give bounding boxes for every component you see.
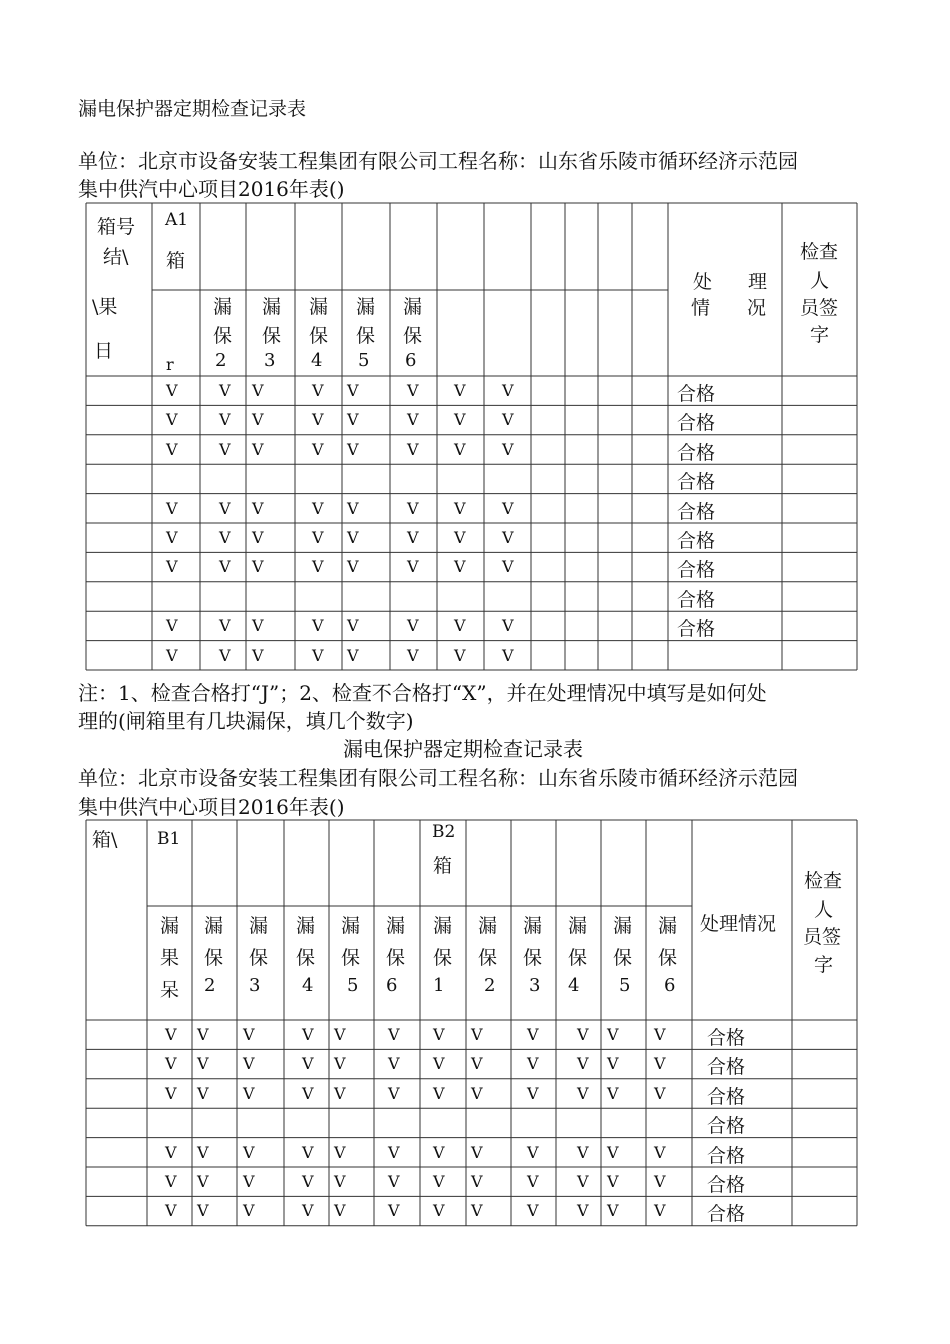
check-mark: V: [527, 1142, 539, 1162]
inspector-label: 字: [810, 324, 830, 346]
inspector-label: 员签: [800, 297, 839, 319]
check-mark: V: [334, 1025, 346, 1044]
result-text: 合格: [677, 383, 716, 405]
result-text: 合格: [677, 500, 716, 523]
check-mark: V: [312, 645, 324, 665]
check-mark: V: [347, 439, 359, 459]
check-mark: V: [166, 498, 178, 518]
check-mark: V: [347, 645, 359, 665]
col-header-char: 6: [664, 975, 676, 996]
check-mark: V: [312, 557, 324, 577]
check-mark: V: [252, 557, 264, 577]
col-header-char: 保: [523, 947, 543, 969]
check-mark: V: [654, 1025, 666, 1044]
check-mark: V: [302, 1142, 314, 1162]
check-mark: V: [166, 528, 178, 547]
check-mark: V: [454, 381, 466, 400]
result-text: 合格: [677, 618, 716, 641]
col-header-char: 保: [568, 947, 588, 969]
check-mark: V: [654, 1054, 666, 1074]
check-mark: V: [302, 1083, 314, 1103]
check-mark: V: [166, 439, 178, 459]
check-mark: V: [165, 1172, 177, 1191]
inspector-label: 检查: [800, 241, 839, 263]
check-mark: V: [502, 439, 514, 459]
r-label: r: [166, 355, 174, 374]
col-header-char: 漏: [433, 915, 453, 937]
col-header-char: 6: [386, 975, 398, 996]
check-mark: V: [219, 381, 231, 400]
check-mark: V: [347, 528, 359, 547]
check-mark: V: [219, 616, 231, 636]
check-mark: V: [607, 1025, 619, 1044]
page-title: 漏电保护器定期检查记录表: [78, 98, 307, 120]
check-mark: V: [312, 381, 324, 400]
check-mark: V: [454, 410, 466, 430]
check-mark: V: [334, 1054, 346, 1074]
col-header-char: 5: [347, 975, 359, 996]
note-line-2: 理的(闸箱里有几块漏保，填几个数字): [78, 709, 414, 733]
check-mark: V: [433, 1142, 445, 1162]
check-mark: V: [527, 1054, 539, 1074]
check-mark: V: [243, 1083, 255, 1103]
check-mark: V: [433, 1054, 445, 1074]
check-mark: V: [527, 1083, 539, 1103]
check-mark: V: [312, 439, 324, 459]
check-mark: V: [312, 498, 324, 518]
project-line: 集中供汽中心项目2016年表(): [78, 177, 345, 201]
check-mark: V: [388, 1083, 400, 1103]
check-mark: V: [454, 439, 466, 459]
check-mark: V: [407, 645, 419, 665]
second-title: 漏电保护器定期检查记录表: [343, 737, 583, 761]
check-mark: V: [577, 1142, 589, 1162]
check-mark: V: [502, 557, 514, 577]
sub-header-char: 保: [356, 325, 376, 347]
sub-header-char: 漏: [403, 296, 423, 318]
check-mark: V: [502, 410, 514, 430]
check-mark: V: [252, 645, 264, 665]
check-mark: V: [577, 1025, 589, 1044]
sub-header-char: 漏: [213, 296, 233, 318]
col-header-char: 保: [658, 947, 678, 969]
inspector-label: 人: [814, 899, 834, 921]
box-header-label: 箱号: [97, 216, 136, 238]
check-mark: V: [219, 410, 231, 430]
check-mark: V: [197, 1083, 209, 1103]
check-mark: V: [347, 498, 359, 518]
check-mark: V: [219, 645, 231, 665]
note-line-1: 注：1、检查合格打“J”；2、检查不合格打“X”，并在处理情况中填写是如何处: [78, 681, 767, 705]
unit-line-2: 单位：北京市设备安装工程集团有限公司工程名称：山东省乐陵市循环经济示范园: [78, 766, 798, 790]
check-mark: V: [166, 557, 178, 577]
col-header-char: 漏: [478, 915, 498, 937]
check-mark: V: [654, 1142, 666, 1162]
result-text: 合格: [707, 1174, 746, 1196]
check-mark: V: [433, 1172, 445, 1191]
col-header-char: 保: [433, 947, 453, 969]
check-mark: V: [252, 616, 264, 636]
check-mark: V: [219, 498, 231, 518]
check-mark: V: [347, 616, 359, 636]
check-mark: V: [607, 1142, 619, 1162]
check-mark: V: [197, 1142, 209, 1162]
check-mark: V: [454, 645, 466, 665]
check-mark: V: [654, 1201, 666, 1221]
check-mark: V: [654, 1172, 666, 1191]
check-mark: V: [388, 1142, 400, 1162]
check-mark: V: [471, 1201, 483, 1221]
handle-label: 理: [748, 271, 768, 293]
date-header-label: 日: [94, 340, 114, 362]
a1-box-label: 箱: [166, 250, 186, 272]
sub-header-char: 保: [213, 325, 233, 347]
col-header-char: 1: [433, 975, 445, 996]
check-mark: V: [407, 498, 419, 518]
unit-line: 单位：北京市设备安装工程集团有限公司工程名称：山东省乐陵市循环经济示范园: [78, 149, 798, 173]
col-header-char: 4: [302, 975, 314, 996]
col-header-char: 漏: [386, 915, 406, 937]
check-mark: V: [252, 498, 264, 518]
check-mark: V: [197, 1025, 209, 1044]
col-header-char: 漏: [613, 915, 633, 937]
col-header-char: 保: [296, 947, 316, 969]
result-text: 合格: [707, 1056, 746, 1079]
col-header-char: 保: [613, 947, 633, 969]
result-text: 合格: [707, 1027, 746, 1049]
check-mark: V: [302, 1054, 314, 1074]
check-mark: V: [334, 1201, 346, 1221]
check-mark: V: [334, 1172, 346, 1191]
check-mark: V: [302, 1201, 314, 1221]
result-text: 合格: [707, 1085, 746, 1108]
check-mark: V: [407, 616, 419, 636]
check-mark: V: [471, 1172, 483, 1191]
check-mark: V: [302, 1172, 314, 1191]
a1-label: A1: [165, 210, 189, 230]
check-mark: V: [219, 439, 231, 459]
inspector-label: 检查: [804, 870, 843, 892]
result-header-label: \果: [92, 296, 118, 318]
check-mark: V: [471, 1083, 483, 1103]
sub-header-char: 漏: [309, 296, 329, 318]
check-mark: V: [302, 1025, 314, 1044]
result-text: 合格: [677, 471, 716, 494]
result-text: 合格: [677, 412, 716, 435]
sub-header-char: 6: [405, 350, 417, 371]
col-header-char: 漏: [296, 915, 316, 937]
col-header-char: 漏: [249, 915, 269, 937]
check-mark: V: [502, 645, 514, 665]
check-mark: V: [527, 1025, 539, 1044]
check-mark: V: [252, 381, 264, 400]
check-mark: V: [407, 381, 419, 400]
col-header-char: 2: [204, 975, 216, 996]
check-mark: V: [312, 410, 324, 430]
col-header-char: 5: [619, 975, 631, 996]
sub-header-char: 保: [262, 325, 282, 347]
check-mark: V: [334, 1083, 346, 1103]
col-header-char: 保: [478, 947, 498, 969]
check-mark: V: [471, 1054, 483, 1074]
handle-label: 况: [747, 297, 767, 319]
check-mark: V: [334, 1142, 346, 1162]
b1-label: B1: [157, 829, 181, 849]
sub-header-char: 5: [358, 350, 370, 371]
check-mark: V: [166, 645, 178, 665]
check-mark: V: [454, 616, 466, 636]
check-mark: V: [243, 1142, 255, 1162]
col-header-char: 2: [484, 975, 496, 996]
check-mark: V: [165, 1142, 177, 1162]
check-mark: V: [502, 616, 514, 636]
col-header-char: 保: [204, 947, 224, 969]
check-mark: V: [433, 1201, 445, 1221]
sub-header-char: 2: [215, 350, 227, 371]
col-header-char: 保: [249, 947, 269, 969]
check-mark: V: [654, 1083, 666, 1103]
col-header-char: 漏: [341, 915, 361, 937]
handle-label: 情: [691, 297, 711, 319]
check-mark: V: [433, 1083, 445, 1103]
result-text: 合格: [677, 559, 716, 582]
check-mark: V: [607, 1054, 619, 1074]
handle-label: 处: [693, 271, 713, 293]
check-mark: V: [527, 1201, 539, 1221]
check-mark: V: [407, 439, 419, 459]
sub-header-char: 漏: [356, 296, 376, 318]
check-mark: V: [388, 1201, 400, 1221]
check-mark: V: [219, 557, 231, 577]
check-mark: V: [388, 1025, 400, 1044]
sub-header-char: 3: [264, 350, 276, 371]
result-text: 合格: [677, 530, 716, 552]
col-header-char: 3: [529, 975, 541, 996]
result-text: 合格: [707, 1144, 746, 1167]
check-mark: V: [502, 498, 514, 518]
check-mark: V: [312, 528, 324, 547]
check-mark: V: [471, 1142, 483, 1162]
col-header-char: 呆: [160, 979, 180, 1001]
check-mark: V: [252, 410, 264, 430]
sub-header-char: 保: [403, 325, 423, 347]
check-mark: V: [607, 1083, 619, 1103]
b2-box-label: 箱: [433, 855, 453, 877]
result-text: 合格: [707, 1115, 746, 1138]
col-header-char: 漏: [204, 915, 224, 937]
check-mark: V: [454, 557, 466, 577]
b2-label: B2: [432, 822, 456, 842]
check-mark: V: [166, 616, 178, 636]
sub-header-char: 保: [309, 325, 329, 347]
check-mark: V: [407, 557, 419, 577]
inspector-label: 人: [810, 270, 830, 292]
check-mark: V: [165, 1083, 177, 1103]
check-mark: V: [577, 1083, 589, 1103]
col-header-char: 果: [160, 947, 180, 969]
check-mark: V: [577, 1054, 589, 1074]
check-mark: V: [502, 528, 514, 547]
check-mark: V: [243, 1054, 255, 1074]
check-mark: V: [471, 1025, 483, 1044]
result-text: 合格: [677, 441, 716, 464]
check-mark: V: [388, 1054, 400, 1074]
check-mark: V: [607, 1201, 619, 1221]
result-text: 合格: [707, 1203, 746, 1226]
check-mark: V: [252, 439, 264, 459]
col-header-char: 漏: [160, 915, 180, 937]
check-mark: V: [165, 1025, 177, 1044]
col-header-char: 漏: [523, 915, 543, 937]
check-mark: V: [407, 528, 419, 547]
col-header-char: 3: [249, 975, 261, 996]
project-line-2: 集中供汽中心项目2016年表(): [78, 795, 345, 819]
check-mark: V: [347, 381, 359, 400]
inspector-label: 员签: [803, 926, 842, 948]
box-header-label: 箱\: [92, 829, 118, 851]
check-mark: V: [347, 410, 359, 430]
col-header-char: 4: [568, 975, 580, 996]
check-mark: V: [243, 1025, 255, 1044]
check-mark: V: [577, 1201, 589, 1221]
check-mark: V: [433, 1025, 445, 1044]
col-header-char: 保: [341, 947, 361, 969]
check-mark: V: [243, 1201, 255, 1221]
check-mark: V: [219, 528, 231, 547]
check-mark: V: [407, 410, 419, 430]
check-mark: V: [166, 410, 178, 430]
check-mark: V: [197, 1172, 209, 1191]
check-mark: V: [252, 528, 264, 547]
check-mark: V: [197, 1201, 209, 1221]
handle-label: 处理情况: [700, 913, 777, 935]
check-mark: V: [165, 1054, 177, 1074]
col-header-char: 保: [386, 947, 406, 969]
check-mark: V: [312, 616, 324, 636]
check-mark: V: [243, 1172, 255, 1191]
check-mark: V: [577, 1172, 589, 1191]
box-header-label: 结\: [103, 246, 129, 268]
check-mark: V: [527, 1172, 539, 1191]
check-mark: V: [454, 498, 466, 518]
check-mark: V: [502, 381, 514, 400]
check-mark: V: [166, 381, 178, 400]
check-mark: V: [165, 1201, 177, 1221]
check-mark: V: [347, 557, 359, 577]
check-mark: V: [607, 1172, 619, 1191]
check-mark: V: [197, 1054, 209, 1074]
col-header-char: 漏: [658, 915, 678, 937]
inspector-label: 字: [814, 954, 834, 976]
col-header-char: 漏: [568, 915, 588, 937]
sub-header-char: 4: [311, 350, 323, 371]
check-mark: V: [388, 1172, 400, 1191]
check-mark: V: [454, 528, 466, 547]
result-text: 合格: [677, 588, 716, 611]
sub-header-char: 漏: [262, 296, 282, 318]
